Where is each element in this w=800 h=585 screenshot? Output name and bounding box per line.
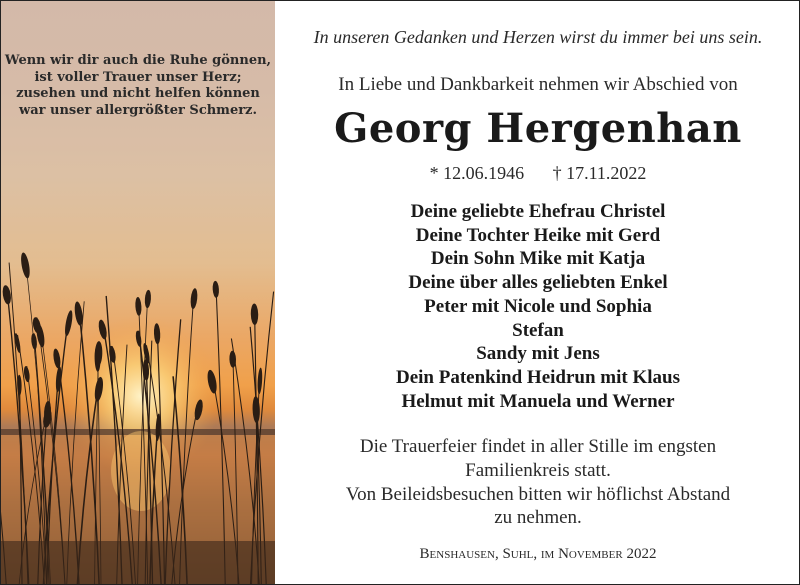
reed-head — [1, 285, 12, 305]
poem — [1, 53, 275, 119]
motto: In unseren Gedanken und Herzen wirst du immer bei uns sein. — [313, 27, 763, 47]
reed-head — [31, 333, 38, 350]
reed-head — [135, 297, 142, 316]
mourner-line: Stefan — [512, 319, 564, 341]
reed-head — [190, 288, 198, 309]
reed-head — [19, 252, 31, 279]
service-line: Familienkreis statt. — [465, 459, 611, 481]
reed-head — [257, 367, 263, 394]
intro-line: In Liebe und Dankbarkeit nehmen wir Abschied von — [338, 74, 738, 95]
foreground-grass — [1, 541, 275, 584]
service-line: Von Beileidsbesuchen bitten wir höflichst Abstand — [345, 483, 731, 505]
place-and-date: Benshausen, Suhl, im November 2022 — [419, 546, 657, 562]
reed-head — [252, 396, 260, 423]
reed-head — [52, 348, 61, 369]
reed-head — [17, 375, 22, 396]
reed-head — [212, 281, 219, 298]
mourner-line: Dein Sohn Mike mit Katja — [430, 248, 646, 270]
poem-line: zusehen und nicht helfen können — [16, 86, 260, 101]
mourner-line: Deine geliebte Ehefrau Christel — [410, 201, 666, 222]
reed-head — [144, 290, 151, 309]
mourner-line: Peter mit Nicole und Sophia — [424, 295, 652, 317]
life-dates — [276, 163, 800, 184]
service-notice — [276, 435, 800, 530]
death-date: † 17.11.2022 — [552, 163, 647, 183]
service-line: Die Trauerfeier findet in aller Stille im engsten — [359, 436, 717, 457]
sunset-reeds-photo — [1, 1, 275, 584]
mourner-line: Helmut mit Manuela und Werner — [401, 390, 675, 412]
mourner-line: Sandy mit Jens — [476, 343, 600, 365]
mourners-list — [276, 200, 800, 413]
service-line: zu nehmen. — [494, 507, 582, 529]
mourner-line: Deine Tochter Heike mit Gerd — [415, 224, 661, 246]
poem-line: ist voller Trauer unser Herz; — [34, 69, 242, 85]
mourner-line: Dein Patenkind Heidrun mit Klaus — [396, 366, 680, 388]
reed-head — [251, 303, 259, 325]
poem-line: war unser allergrößter Schmerz. — [19, 102, 257, 118]
deceased-name: Georg Hergenhan — [334, 105, 742, 152]
mourner-line: Deine über alles geliebten Enkel — [408, 272, 668, 294]
poem-line: Wenn wir dir auch die Ruhe gönnen, — [4, 53, 272, 68]
reed-head — [64, 310, 74, 337]
birth-date: * 12.06.1946 — [429, 163, 525, 183]
